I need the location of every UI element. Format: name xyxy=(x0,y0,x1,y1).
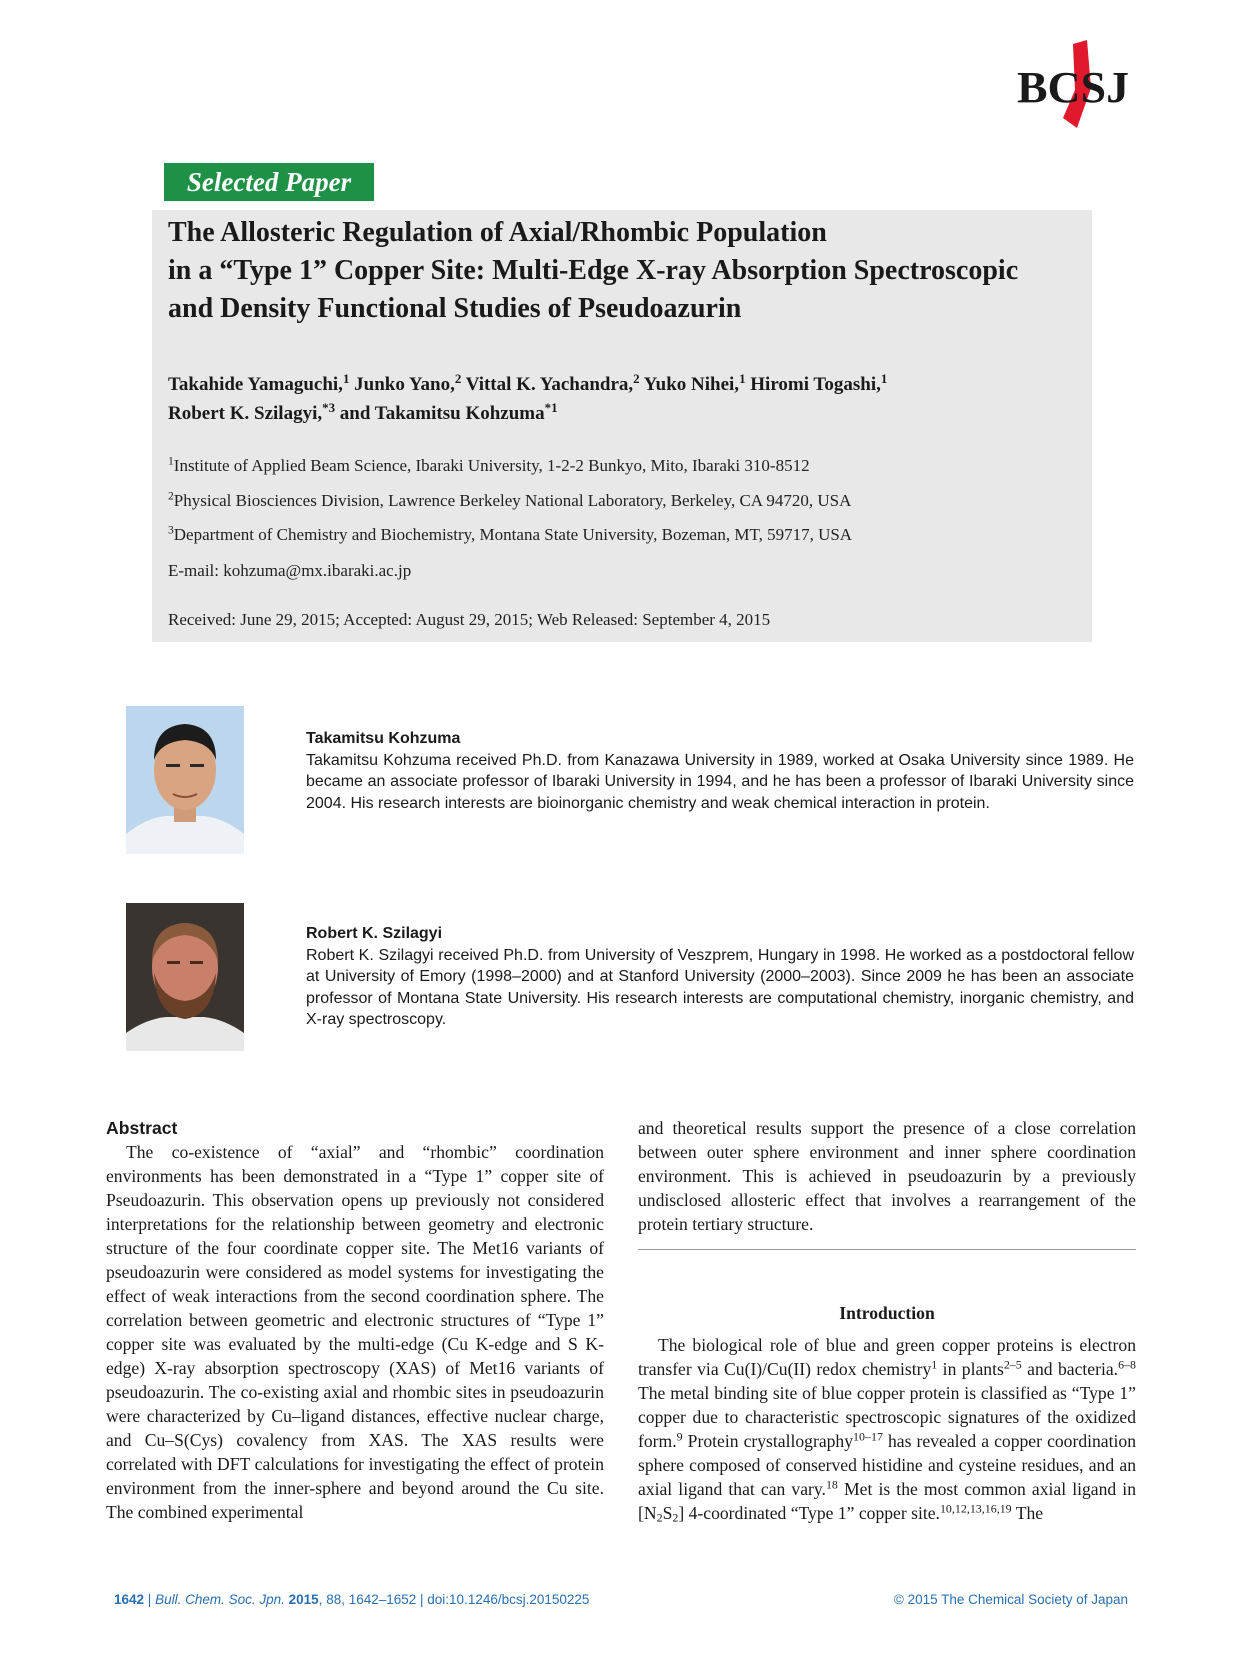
journal-name: Bull. Chem. Soc. Jpn. xyxy=(155,1592,285,1607)
title-line: in a “Type 1” Copper Site: Multi-Edge X-ray Absorption Spectroscopic xyxy=(168,255,1019,286)
affil-mark: 1 xyxy=(168,454,174,468)
citation-ref[interactable]: 1 xyxy=(931,1357,938,1372)
citation-ref[interactable]: 9 xyxy=(676,1429,683,1444)
title-line: and Density Functional Studies of Pseudoazurin xyxy=(168,293,742,324)
author-photo-kohzuma xyxy=(126,706,244,854)
affil-text: Department of Chemistry and Biochemistry, Montana State University, Bozeman, MT, 59717, USA xyxy=(173,525,853,544)
selected-paper-tag: Selected Paper xyxy=(164,163,374,201)
abstract-heading: Abstract xyxy=(106,1118,178,1138)
abstract-continued xyxy=(638,1116,1136,1236)
intro-text: Met is the most common axial ligand in [N xyxy=(638,1479,1136,1523)
abstract-text-continued: and theoretical results support the presence of a close correlation between outer sphere environment and inner sphere coordination environment. This is achieved in pseudoazurin by a previously undisclosed allosteric effect that involves a rearrangement of the protein tertiary structure. xyxy=(638,1118,1136,1234)
bio-name: Robert K. Szilagyi xyxy=(306,925,443,942)
intro-text: S xyxy=(662,1503,673,1523)
title-line: The Allosteric Regulation of Axial/Rhombic Population xyxy=(168,217,827,248)
author-affil-mark: 1 xyxy=(880,370,888,386)
author-bio-szilagyi xyxy=(306,923,1134,1031)
author-affil-mark: 1 xyxy=(342,370,350,386)
intro-text: The metal binding site of blue copper protein is classified as “Type 1” copper due to characteristic spectroscopic signatures of the oxidized form. xyxy=(638,1383,1136,1451)
intro-text: ] 4-coordinated “Type 1” copper site. xyxy=(678,1503,940,1523)
author-name: Takahide Yamaguchi, xyxy=(168,374,343,395)
introduction-paragraph xyxy=(638,1333,1136,1525)
introduction-heading: Introduction xyxy=(839,1303,935,1323)
author-name: Hiromi Togashi, xyxy=(745,374,881,395)
page-number: 1642 xyxy=(114,1592,145,1607)
author-affil-mark: 2 xyxy=(633,370,640,386)
bcsj-logo xyxy=(1015,40,1135,130)
author-affil-mark: *3 xyxy=(322,399,336,415)
author-affil-mark: 2 xyxy=(454,370,462,386)
abstract-text: The co-existence of “axial” and “rhombic” coordination environments has been demonstrated in a “Type 1” copper site of Pseudoazurin. This observation opens up previously not considered interpretations for the relationship between geometry and electronic structure of the four coordinate copper site. The Met16 variants of pseudoazurin were considered as model systems for investigating the effect of weak interactions from the second coordination sphere. The correlation between geometric and electronic structures of “Type 1” copper site was evaluated by the multi-edge (Cu K-edge and S K-edge) X-ray absorption spectroscopy (XAS) of Met16 variants of pseudoazurin. The co-existing axial and rhombic sites in pseudoazurin were characterized by Cu–ligand distances, effective nuclear charge, and Cu–S(Cys) covalency from XAS. The XAS results were correlated with DFT calculations for investigating the effect of protein environment from the inner-sphere and beyond around the Cu site. The combined experimental xyxy=(106,1142,604,1522)
affil-text: Institute of Applied Beam Science, Ibaraki University, 1-2-2 Bunkyo, Mito, Ibaraki 310-8512 xyxy=(173,456,810,475)
intro-text: Protein crystallography xyxy=(682,1431,854,1451)
section-divider xyxy=(638,1249,1136,1250)
author-list xyxy=(168,370,1088,428)
affil-text: Physical Biosciences Division, Lawrence Berkeley National Laboratory, Berkeley, CA 94720, USA xyxy=(173,491,852,510)
author-affil-mark: 1 xyxy=(739,370,746,386)
footer-copyright: © 2015 The Chemical Society of Japan xyxy=(893,1592,1128,1607)
author-photo-szilagyi xyxy=(126,903,244,1051)
contact-email[interactable]: E-mail: kohzuma@mx.ibaraki.ac.jp xyxy=(168,561,412,580)
citation-ref[interactable]: 10–17 xyxy=(853,1429,883,1444)
affiliation-3 xyxy=(168,524,1088,546)
received-dates: Received: June 29, 2015; Accepted: August 29, 2015; Web Released: September 4, 2015 xyxy=(168,610,771,629)
author-name: Robert K. Szilagyi, xyxy=(168,403,323,424)
author-name: Yuko Nihei, xyxy=(639,374,740,395)
intro-text: The biological role of blue and green copper proteins is electron transfer via Cu(I)/Cu(II) redox chemistry xyxy=(638,1335,1136,1379)
affil-mark: 2 xyxy=(168,489,174,503)
intro-text: and bacteria. xyxy=(1021,1359,1119,1379)
journal-year: 2015 xyxy=(288,1592,319,1607)
author-name: Junko Yano, xyxy=(349,374,455,395)
citation-ref[interactable]: 18 xyxy=(825,1477,838,1492)
citation-ref[interactable]: 6–8 xyxy=(1118,1357,1136,1372)
introduction-body xyxy=(638,1333,1136,1525)
intro-text: The xyxy=(1011,1503,1044,1523)
author-name: Vittal K. Yachandra, xyxy=(461,374,634,395)
paper-title xyxy=(168,214,1088,328)
citation-ref[interactable]: 2–5 xyxy=(1003,1357,1022,1372)
subscript: 2 xyxy=(656,1510,663,1525)
citation-ref[interactable]: 10,12,13,16,19 xyxy=(939,1501,1012,1516)
author-affil-mark: *1 xyxy=(544,399,558,415)
doi-link[interactable]: , 88, 1642–1652 | doi:10.1246/bcsj.20150225 xyxy=(318,1592,590,1607)
affil-mark: 3 xyxy=(168,523,174,537)
bio-text: Takamitsu Kohzuma received Ph.D. from Kanazawa University in 1989, worked at Osaka University since 1989. He became an associate professor of Ibaraki University in 1994, and he has been a professor of Ibaraki University since 2004. His research interests are bioinorganic chemistry and weak chemical interaction in protein. xyxy=(306,751,1134,812)
bio-text: Robert K. Szilagyi received Ph.D. from University of Veszprem, Hungary in 1998. He worked as a postdoctoral fellow at University of Emory (1998–2000) and at Stanford University (2000–2003). Since 2009 he has been an associate professor of Montana State University. His research interests are computational chemistry, inorganic chemistry, and X-ray spectroscopy. xyxy=(306,946,1134,1028)
bio-name: Takamitsu Kohzuma xyxy=(306,730,461,747)
affiliation-1 xyxy=(168,455,1088,477)
author-bio-kohzuma xyxy=(306,728,1134,814)
affiliation-2 xyxy=(168,490,1088,512)
logo-text: BCSJ xyxy=(1017,63,1129,112)
intro-text: has revealed a copper coordination sphere composed of conserved histidine and cysteine residues, and an axial ligand that can vary. xyxy=(638,1431,1136,1499)
abstract-section xyxy=(106,1116,604,1524)
author-name: and Takamitsu Kohzuma xyxy=(335,403,545,424)
footer-citation: 1642 | Bull. Chem. Soc. Jpn. 2015, 88, 1642–1652 | doi:10.1246/bcsj.20150225 xyxy=(114,1592,590,1607)
subscript: 2 xyxy=(672,1510,679,1525)
intro-text: in plants xyxy=(937,1359,1004,1379)
